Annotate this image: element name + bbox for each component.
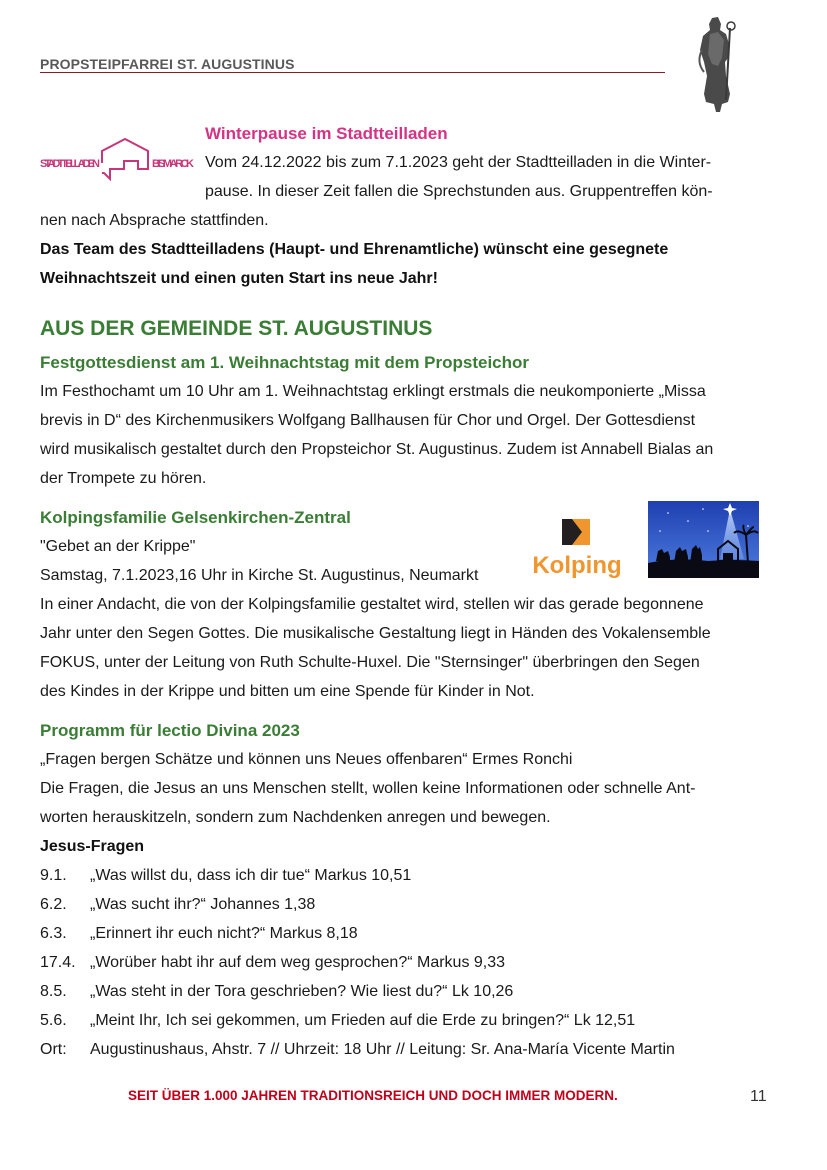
kolping-logo — [524, 515, 630, 581]
schedule-date: 9.1. — [40, 867, 67, 884]
team-greeting-line: Weihnachtszeit und einen guten Start ins neue Jahr! — [40, 270, 438, 287]
page-number: 11 — [750, 1088, 767, 1105]
kolping-title: "Gebet an der Krippe" — [40, 538, 196, 555]
header-divider — [40, 72, 665, 73]
statue-icon — [688, 14, 744, 114]
lectio-line: worten herauskitzeln, sondern zum Nachdenken anregen und bewegen. — [40, 809, 551, 826]
footer-slogan: SEIT ÜBER 1.000 JAHREN TRADITIONSREICH UND DOCH IMMER MODERN. — [128, 1088, 618, 1103]
kolping-heading: Kolpingsfamilie Gelsenkirchen-Zentral — [40, 508, 351, 527]
team-greeting-line: Das Team des Stadtteilladens (Haupt- und Ehrenamtliche) wünscht eine gesegnete — [40, 241, 669, 258]
schedule-text: „Worüber habt ihr auf dem weg gesprochen?“ Markus 9,33 — [90, 954, 506, 971]
festgottesdienst-line: Im Festhochamt um 10 Uhr am 1. Weihnachtstag erklingt erstmals die neukomponierte „Missa — [40, 383, 706, 400]
schedule-date: 8.5. — [40, 983, 67, 1000]
winterpause-line: nen nach Absprache stattfinden. — [40, 212, 269, 229]
kolping-line: Jahr unter den Segen Gottes. Die musikalische Gestaltung liegt in Händen des Vokalensemble — [40, 625, 711, 642]
winterpause-line: pause. In dieser Zeit fallen die Sprechstunden aus. Gruppentreffen kön- — [205, 183, 713, 200]
winterpause-heading: Winterpause im Stadtteilladen — [205, 124, 448, 143]
lectio-quote: „Fragen bergen Schätze und können uns Neues offenbaren“ Ermes Ronchi — [40, 751, 573, 768]
stadtteilladen-logo — [40, 135, 195, 185]
kolping-line: In einer Andacht, die von der Kolpingsfamilie gestaltet wird, stellen wir das gerade begonnene — [40, 596, 704, 613]
kolping-line: FOKUS, unter der Leitung von Ruth Schulte-Huxel. Die ʺSternsingerʺ überbringen den Segen — [40, 654, 700, 671]
schedule-row — [40, 890, 315, 919]
schedule-text: Augustinushaus, Ahstr. 7 // Uhrzeit: 18 Uhr // Leitung: Sr. Ana-María Vicente Martin — [90, 1041, 675, 1058]
schedule-date: 6.2. — [40, 896, 67, 913]
lectio-line: Die Fragen, die Jesus an uns Menschen stellt, wollen keine Informationen oder schnelle Ant- — [40, 780, 696, 797]
schedule-location-row — [40, 1035, 675, 1064]
schedule-date: 6.3. — [40, 925, 67, 942]
festgottesdienst-line: brevis in D“ des Kirchenmusikers Wolfgang Ballhausen für Chor und Orgel. Der Gottesdienst — [40, 412, 696, 429]
lectio-heading: Programm für lectio Divina 2023 — [40, 721, 300, 740]
schedule-row — [40, 919, 358, 948]
parish-header-title: PROPSTEIPFARREI ST. AUGUSTINUS — [40, 56, 295, 72]
schedule-date: 5.6. — [40, 1012, 67, 1029]
festgottesdienst-heading: Festgottesdienst am 1. Weihnachtstag mit dem Propsteichor — [40, 353, 530, 372]
schedule-text: „Erinnert ihr euch nicht?“ Markus 8,18 — [90, 925, 358, 942]
kolping-date: Samstag, 7.1.2023,16 Uhr in Kirche St. Augustinus, Neumarkt — [40, 567, 479, 584]
schedule-text: „Was steht in der Tora geschrieben? Wie liest du?“ Lk 10,26 — [90, 983, 514, 1000]
schedule-row — [40, 977, 513, 1006]
schedule-row — [40, 948, 505, 977]
schedule-row — [40, 1006, 635, 1035]
winterpause-line: Vom 24.12.2022 bis zum 7.1.2023 geht der Stadtteilladen in die Winter- — [205, 154, 712, 171]
schedule-date: 17.4. — [40, 954, 76, 971]
schedule-text: „Was willst du, dass ich dir tue“ Markus 10,51 — [90, 867, 412, 884]
festgottesdienst-line: wird musikalisch gestaltet durch den Propsteichor St. Augustinus. Zudem ist Annabell Bialas an — [40, 441, 714, 458]
schedule-row — [40, 861, 411, 890]
kolping-line: des Kindes in der Krippe und bitten um eine Spende für Kinder in Not. — [40, 683, 535, 700]
stadtteilladen-logo-text: STADTTEILLADEN — [40, 158, 100, 170]
jesus-fragen-heading: Jesus-Fragen — [40, 838, 145, 855]
schedule-date: Ort: — [40, 1041, 67, 1058]
schedule-text: „Was sucht ihr?“ Johannes 1,38 — [90, 896, 316, 913]
schedule-text: „Meint Ihr, Ich sei gekommen, um Frieden auf die Erde zu bringen?“ Lk 12,51 — [90, 1012, 636, 1029]
nativity-image — [648, 501, 759, 578]
kolping-logo-text: Kolping — [532, 552, 622, 579]
festgottesdienst-line: der Trompete zu hören. — [40, 470, 207, 487]
bismarck-logo-text: BISMARCK — [152, 158, 194, 170]
section-heading-gemeinde: AUS DER GEMEINDE ST. AUGUSTINUS — [40, 317, 433, 340]
